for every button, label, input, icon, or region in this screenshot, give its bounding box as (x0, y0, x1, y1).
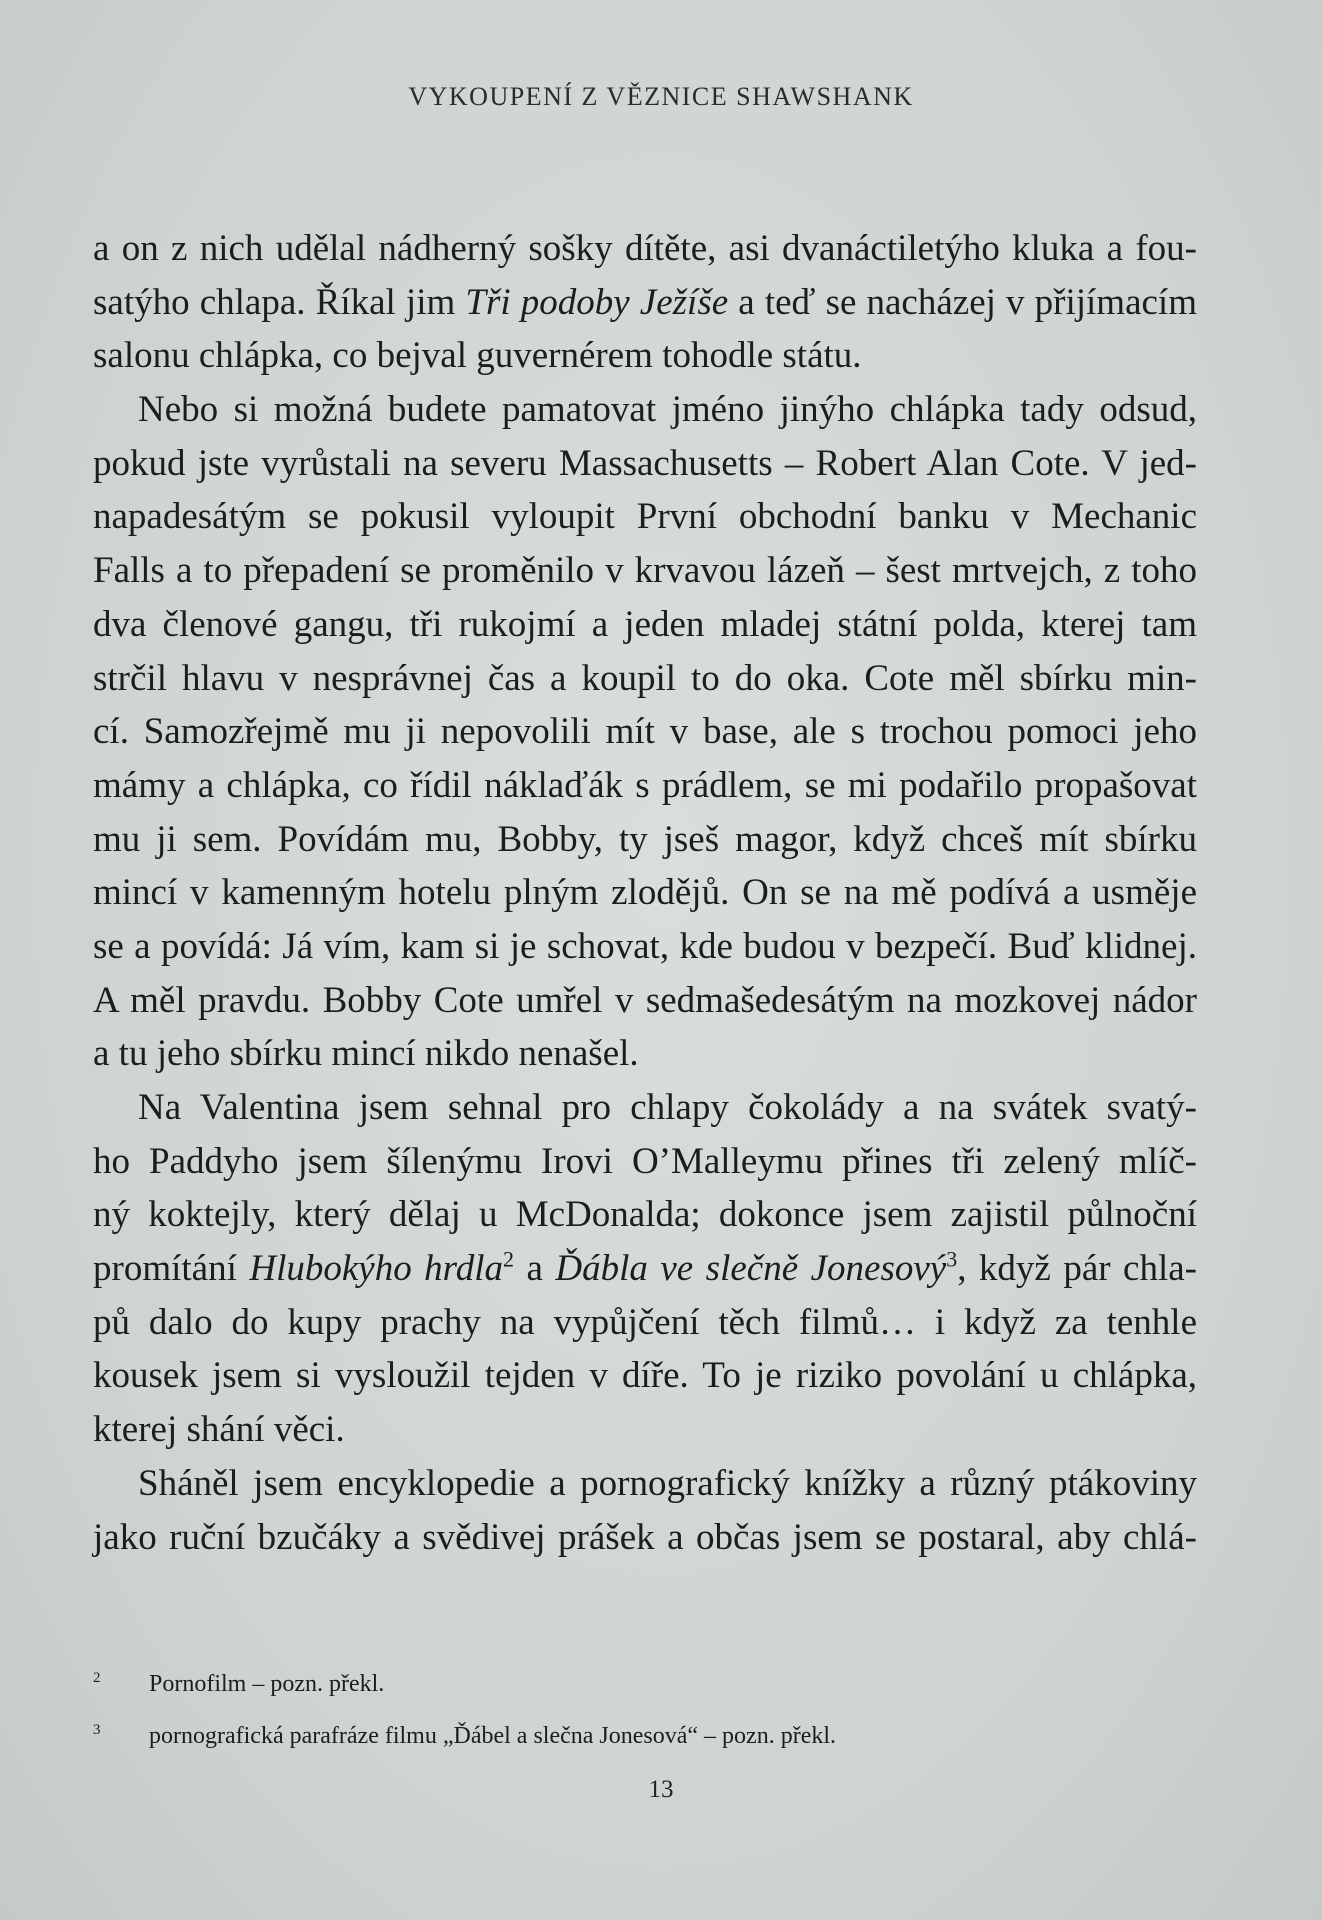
text-line: Sháněl jsem encyklopedie a pornografický knížky a různý ptákoviny (138, 1462, 1197, 1504)
text-line: a tu jeho sbírku mincí nikdo nenašel. (93, 1033, 639, 1075)
film-title: Hlubokýho hrdla (249, 1248, 503, 1290)
footnote-text: Pornofilm – pozn. překl. (149, 1671, 385, 1697)
text-line: mámy a chlápka, co řídil náklaďák s prádlem, se mi podařilo propašovat (93, 764, 1197, 806)
text-line: kterej shání věci. (93, 1409, 345, 1451)
text-line: ný koktejly, který dělaj u McDonalda; dokonce jsem zajistil půlnoční (93, 1194, 1197, 1236)
footnote (93, 1658, 1197, 1710)
text-line: dva členové gangu, tři rukojmí a jeden mladej státní polda, kterej tam (93, 603, 1197, 645)
text-line: mincí v kamenným hotelu plným zlodějů. On se na mě podívá a usměje (93, 872, 1197, 914)
text-line: salonu chlápka, co bejval guvernérem tohodle státu. (93, 335, 862, 377)
footnote-mark: 2 (93, 1670, 101, 1686)
text-line: cí. Samozřejmě mu ji nepovolili mít v base, ale s trochou pomoci jeho (93, 711, 1197, 753)
text-line: Falls a to přepadení se proměnilo v krvavou lázeň – šest mrtvejch, z toho (93, 550, 1197, 592)
text-line: Nebo si možná budete pamatovat jméno jinýho chlápka tady odsud, (138, 389, 1197, 431)
text-line: ho Paddyho jsem šílenýmu Irovi O’Malleymu přines tři zelený mlíč- (93, 1140, 1197, 1182)
text-line: mu ji sem. Povídám mu, Bobby, ty jseš magor, když chceš mít sbírku (93, 818, 1197, 860)
film-title: Ďábla ve slečně Jonesový (555, 1248, 947, 1290)
text-line: strčil hlavu v nesprávnej čas a koupil to do oka. Cote měl sbírku min- (93, 657, 1197, 699)
footnote-mark: 3 (93, 1722, 101, 1738)
text-line: satýho chlapa. Říkal jim Tři podoby Ježíše a teď se nacházej v přijímacím (93, 281, 1197, 323)
footnotes (93, 1658, 1197, 1762)
text-line: pokud jste vyrůstali na severu Massachusetts – Robert Alan Cote. V jed- (93, 442, 1197, 484)
running-head: VYKOUPENÍ Z VĚZNICE SHAWSHANK (408, 82, 914, 111)
text-line: se a povídá: Já vím, kam si je schovat, kde budou v bezpečí. Buď klidnej. (93, 925, 1197, 967)
text-line: a on z nich udělal nádherný sošky dítěte, asi dvanáctiletýho kluka a fou- (93, 228, 1197, 269)
footnote-ref: 3 (946, 1246, 958, 1272)
footnote-text: pornografická parafráze filmu „Ďábel a slečna Jonesová“ – pozn. překl. (149, 1723, 837, 1749)
text-line: Na Valentina jsem sehnal pro chlapy čokolády a na svátek svatý- (138, 1087, 1197, 1128)
body-text (93, 222, 1197, 1564)
text-line: A měl pravdu. Bobby Cote umřel v sedmašedesátým na mozkovej nádor (93, 979, 1197, 1021)
footnote (93, 1710, 1197, 1762)
text-line: kousek jsem si vysloužil tejden v díře. To je riziko povolání u chlápka, (93, 1355, 1197, 1397)
page-number: 13 (648, 1776, 674, 1803)
text-line: napadesátým se pokusil vyloupit První obchodní banku v Mechanic (93, 496, 1197, 538)
book-title: Tři podoby Ježíše (465, 281, 729, 323)
text-line: jako ruční bzučáky a svědivej prášek a občas jsem se postaral, aby chlá- (93, 1516, 1197, 1558)
text-line: pů dalo do kupy prachy na vypůjčení těch filmů… i když za tenhle (93, 1301, 1197, 1343)
text-line: promítání Hlubokýho hrdla$^2$ a Ďábla ve slečně Jonesový$^3$, když pár chla- (93, 1246, 1197, 1290)
footnote-ref: 2 (502, 1246, 514, 1272)
